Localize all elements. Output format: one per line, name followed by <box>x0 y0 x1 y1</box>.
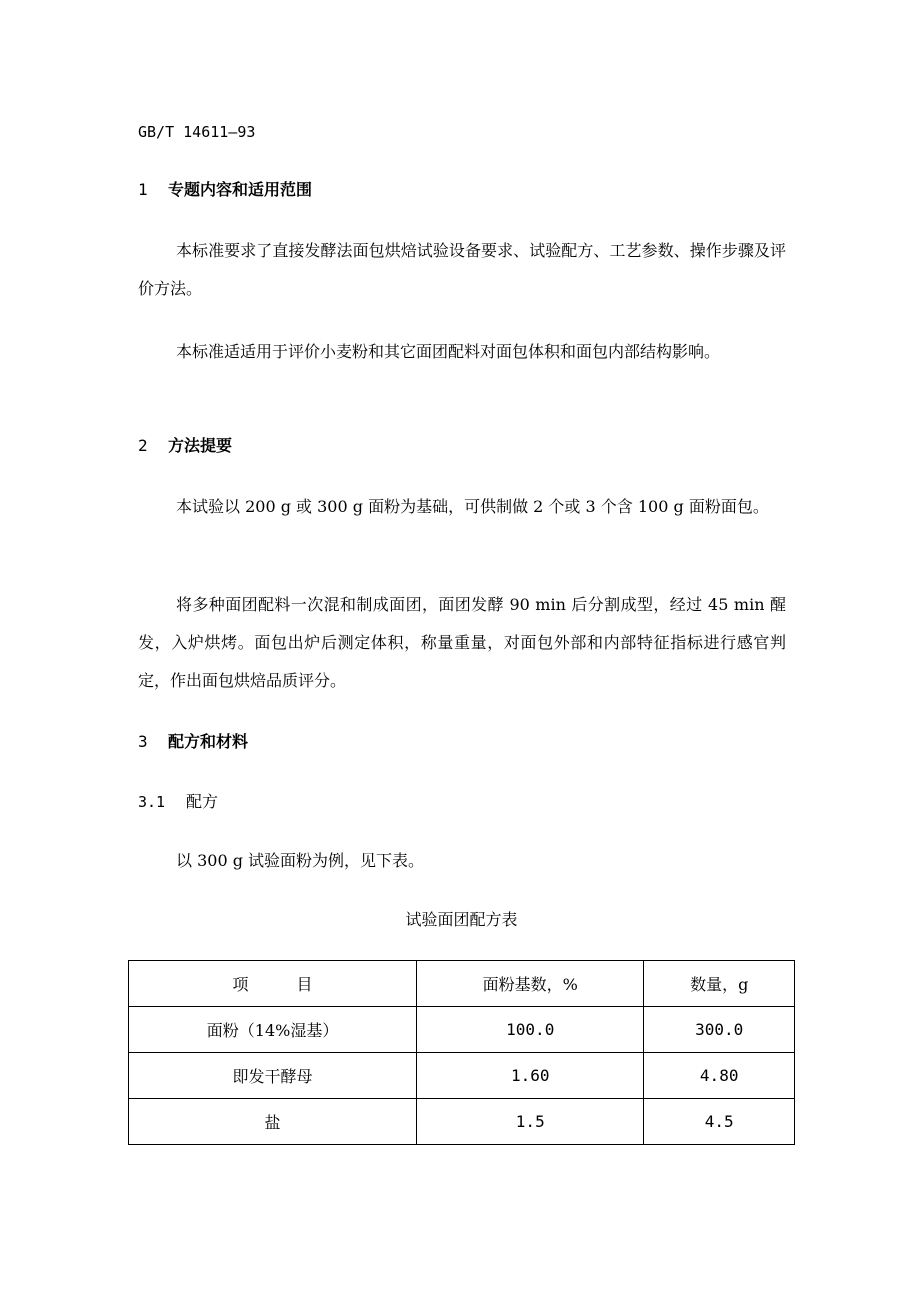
section-3-heading <box>138 732 248 752</box>
table-cell-quantity: 4.5 <box>644 1099 795 1145</box>
table-cell-flour-basis: 100.0 <box>417 1007 644 1053</box>
table-row <box>129 1053 795 1099</box>
table-row <box>129 1099 795 1145</box>
section-3-1-paragraph: 以 300 g 试验面粉为例，见下表。 <box>176 851 425 870</box>
table-header-item: 项 目 <box>129 961 417 1007</box>
section-2-number: 2 <box>138 436 148 455</box>
section-1-title: 专题内容和适用范围 <box>168 180 313 199</box>
table-cell-item: 即发干酵母 <box>129 1053 417 1099</box>
table-header-row <box>129 961 795 1007</box>
section-3-number: 3 <box>138 732 148 751</box>
section-3-1-heading <box>138 792 218 812</box>
table-caption: 试验面团配方表 <box>405 910 518 929</box>
table-header-flour-basis: 面粉基数，% <box>417 961 644 1007</box>
section-2-title: 方法提要 <box>168 436 233 455</box>
table-cell-item: 面粉（14%湿基） <box>129 1007 417 1053</box>
section-2-heading <box>138 436 232 456</box>
table-header-quantity: 数量，g <box>644 961 795 1007</box>
section-3-title: 配方和材料 <box>168 732 249 751</box>
section-3-1-title: 配方 <box>186 792 219 811</box>
section-2-paragraph-2: 将多种面团配料一次混和制成面团，面团发酵 90 min 后分割成型，经过 45 min 醒发，入炉烘烤。面包出炉后测定体积，称量重量，对面包外部和内部特征指标进行感官判定，作出面包烘焙品质评分。 <box>138 595 786 690</box>
recipe-table <box>128 960 795 1145</box>
section-1-number: 1 <box>138 180 148 199</box>
table-cell-flour-basis: 1.60 <box>417 1053 644 1099</box>
section-2-paragraph-1: 本试验以 200 g 或 300 g 面粉为基础，可供制做 2 个或 3 个含 100 g 面粉面包。 <box>176 497 769 516</box>
section-1-heading <box>138 180 312 200</box>
section-1-paragraph-1: 本标准要求了直接发酵法面包烘焙试验设备要求、试验配方、工艺参数、操作步骤及评价方法。 <box>138 241 786 298</box>
section-1-paragraph-2: 本标准适适用于评价小麦粉和其它面团配料对面包体积和面包内部结构影响。 <box>176 342 721 361</box>
table-cell-quantity: 300.0 <box>644 1007 795 1053</box>
table-cell-quantity: 4.80 <box>644 1053 795 1099</box>
standard-code: GB/T 14611—93 <box>138 123 256 141</box>
table-cell-item: 盐 <box>129 1099 417 1145</box>
table-cell-flour-basis: 1.5 <box>417 1099 644 1145</box>
section-3-1-number: 3.1 <box>138 793 166 811</box>
table-row <box>129 1007 795 1053</box>
